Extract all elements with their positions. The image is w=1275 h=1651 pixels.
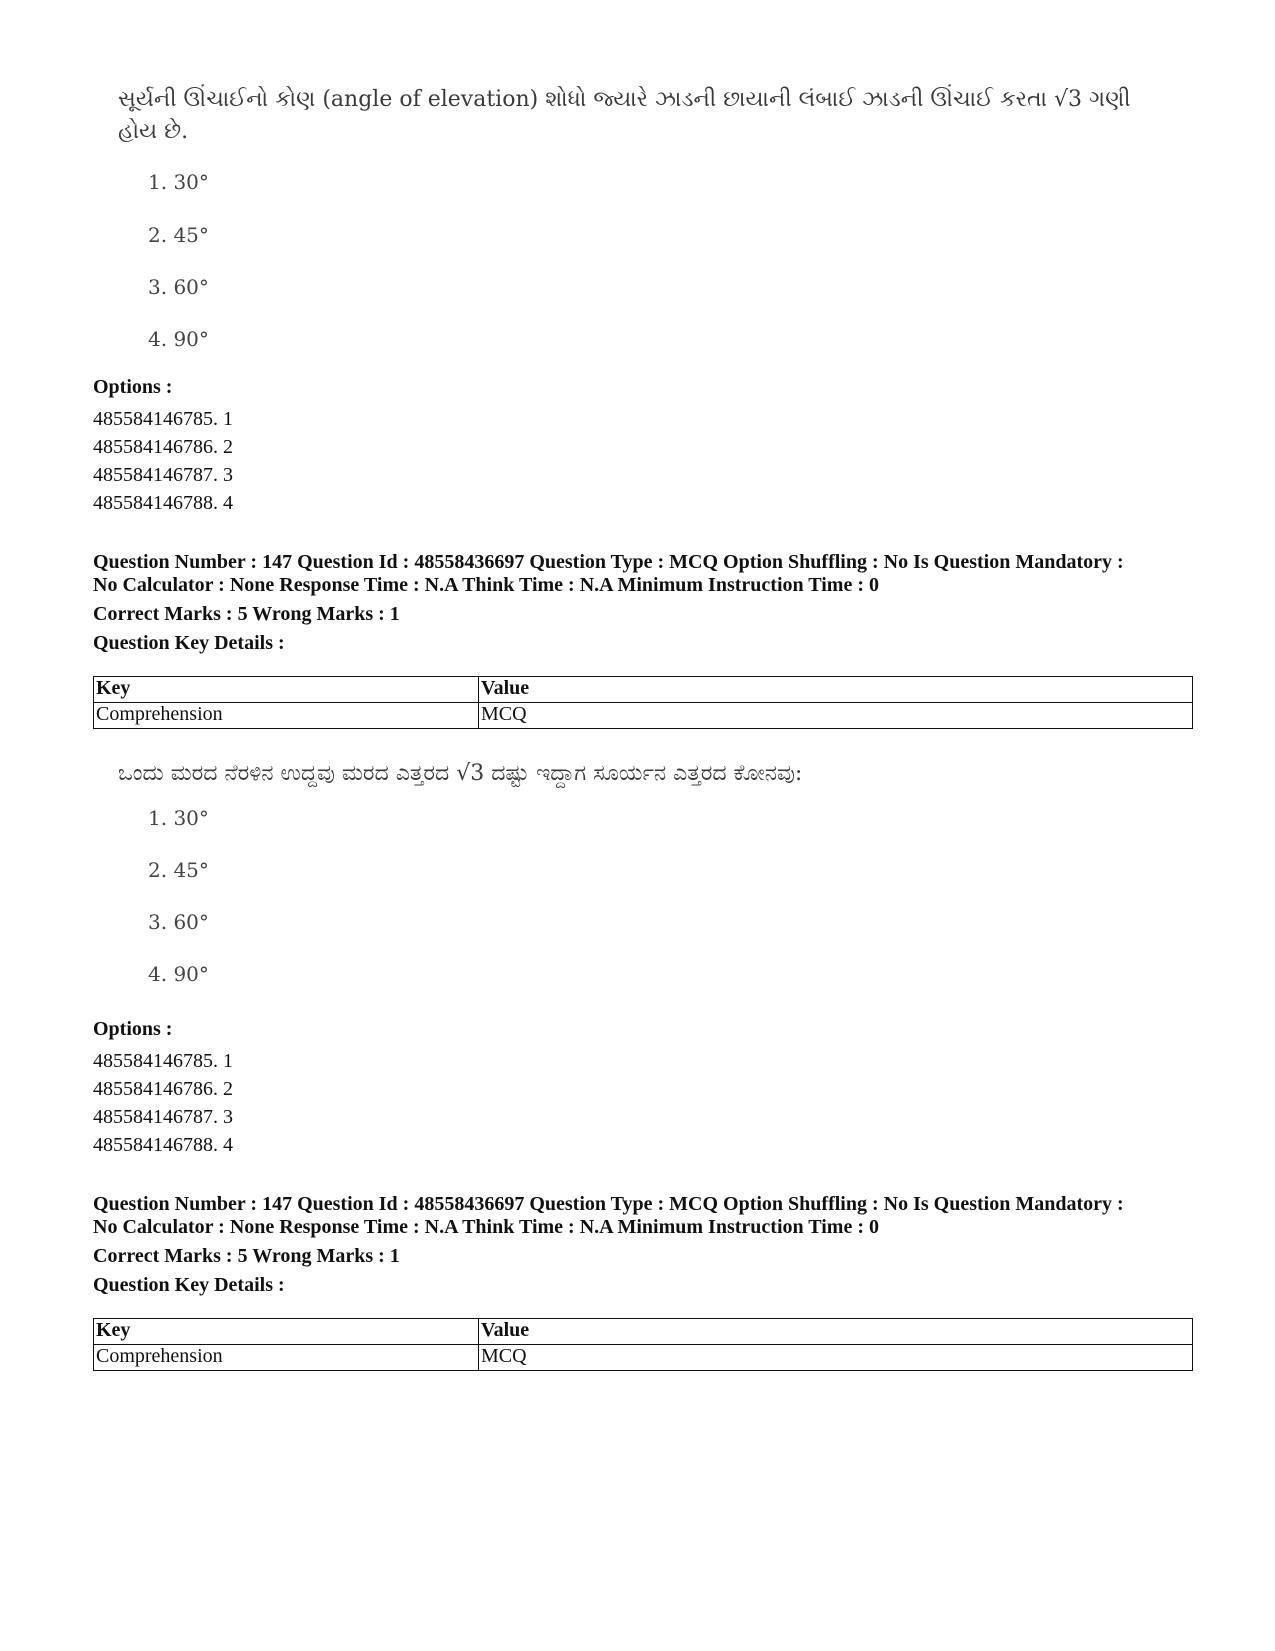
marks-line: Correct Marks : 5 Wrong Marks : 1 (93, 1245, 400, 1267)
table-header-cell: Key (94, 677, 479, 703)
choice-item: 4. 90° (148, 962, 209, 986)
key-details-title: Question Key Details : (93, 1274, 285, 1296)
option-line: 485584146787. 3 (93, 1106, 233, 1128)
table-cell: MCQ (479, 1345, 1193, 1371)
option-line: 485584146786. 2 (93, 436, 233, 458)
choice-item: 2. 45° (148, 223, 209, 247)
options-block (93, 1018, 1193, 1159)
choice-item: 2. 45° (148, 858, 209, 882)
table-row (94, 1345, 1193, 1371)
option-line: 485584146788. 4 (93, 1134, 233, 1156)
choice-item: 3. 60° (148, 275, 209, 299)
table-row (94, 703, 1193, 729)
question-text-kannada: ಒಂದು ಮರದ ನೆರಳಿನ ಉದ್ದವು ಮರದ ಎತ್ತರದ √3 ದಷ್ಟು ಇದ್ದಾಗ ಸೂರ್ಯನ ಎತ್ತರದ ಕೋನವು: (118, 761, 803, 786)
options-title: Options : (93, 1018, 173, 1040)
table-cell: Comprehension (94, 703, 479, 729)
table-header-row (94, 1319, 1193, 1345)
meta-line: No Calculator : None Response Time : N.A Think Time : N.A Minimum Instruction Time : 0 (93, 1216, 879, 1238)
choice-item: 3. 60° (148, 910, 209, 934)
options-title: Options : (93, 376, 173, 398)
table-header-row (94, 677, 1193, 703)
option-line: 485584146788. 4 (93, 492, 233, 514)
question-text-gujarati: સૂર્યની ઊંચાઈનો કોણ (angle of elevation) શોધો જ્યારે ઝાડની છાયાની લંબાઈ ઝાડની ઊંચાઈ કરતા √3 ગણી હોય છે. (118, 87, 1131, 144)
key-details-table (93, 1318, 1193, 1371)
marks-line: Correct Marks : 5 Wrong Marks : 1 (93, 603, 400, 625)
table-header-cell: Value (479, 1319, 1193, 1345)
table-header-cell: Value (479, 677, 1193, 703)
table-cell: MCQ (479, 703, 1193, 729)
meta-line: Question Number : 147 Question Id : 48558436697 Question Type : MCQ Option Shuffling : No Is Question Mandatory : (93, 1193, 1124, 1215)
choice-item: 1. 30° (148, 806, 209, 830)
choice-item: 4. 90° (148, 327, 209, 351)
option-line: 485584146787. 3 (93, 464, 233, 486)
options-block (93, 376, 1193, 517)
key-details-title: Question Key Details : (93, 632, 285, 654)
question-image-gujarati (118, 84, 1158, 351)
option-line: 485584146785. 1 (93, 408, 233, 430)
table-header-cell: Key (94, 1319, 479, 1345)
meta-line: Question Number : 147 Question Id : 48558436697 Question Type : MCQ Option Shuffling : No Is Question Mandatory : (93, 551, 1124, 573)
option-line: 485584146785. 1 (93, 1050, 233, 1072)
choice-item: 1. 30° (148, 170, 209, 194)
question-meta (93, 551, 1193, 655)
meta-line: No Calculator : None Response Time : N.A Think Time : N.A Minimum Instruction Time : 0 (93, 574, 879, 596)
key-details-table (93, 676, 1193, 729)
option-line: 485584146786. 2 (93, 1078, 233, 1100)
question-image-kannada (118, 758, 1158, 986)
question-meta (93, 1193, 1193, 1297)
table-cell: Comprehension (94, 1345, 479, 1371)
